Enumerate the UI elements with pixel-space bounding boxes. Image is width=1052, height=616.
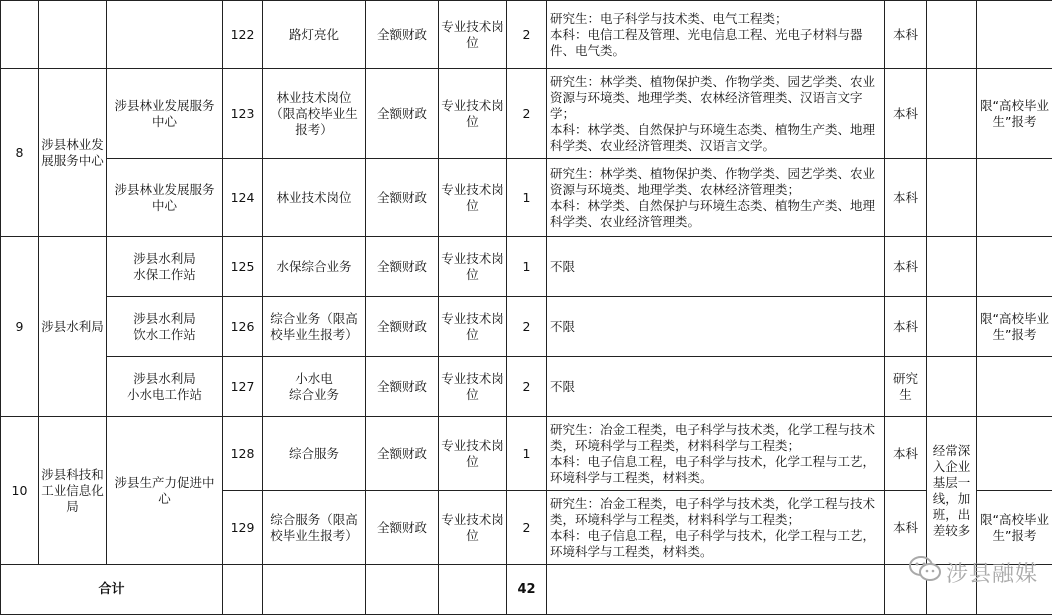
major-cell: 研究生：冶金工程类，电子科学与技术类，化学工程与技术类，环境科学与工程类，材料科学与工程类； 本科：电子信息工程，电子科学与技术，化学工程与工艺，环境科学与工程类，材料类。 xyxy=(547,491,885,565)
total-label: 合计 xyxy=(1,565,223,615)
num-cell: 1 xyxy=(507,417,547,491)
other-cell xyxy=(927,237,977,297)
other-cell xyxy=(927,357,977,417)
type-cell: 专业技术岗位 xyxy=(439,69,507,159)
post-cell: 综合服务 xyxy=(263,417,366,491)
note-cell: 限“高校毕业生”报考 xyxy=(977,491,1052,565)
code-cell: 129 xyxy=(223,491,263,565)
major-cell: 不限 xyxy=(547,297,885,357)
major-cell: 不限 xyxy=(547,357,885,417)
watermark-text: 涉县融媒 xyxy=(945,561,1038,587)
type-cell: 专业技术岗位 xyxy=(439,357,507,417)
type-cell: 专业技术岗位 xyxy=(439,417,507,491)
unit-cell: 涉县林业发展服务中心 xyxy=(39,69,107,237)
code-cell: 124 xyxy=(223,159,263,237)
note-cell xyxy=(977,237,1052,297)
sub-unit-cell: 涉县林业发展服务中心 xyxy=(107,159,223,237)
fund-cell: 全额财政 xyxy=(366,237,439,297)
table-row xyxy=(1,69,1052,159)
num-cell: 2 xyxy=(507,1,547,69)
empty-cell xyxy=(263,565,366,615)
fund-cell: 全额财政 xyxy=(366,159,439,237)
code-cell: 123 xyxy=(223,69,263,159)
note-cell xyxy=(977,1,1052,69)
total-row xyxy=(1,565,1052,615)
note-cell xyxy=(977,159,1052,237)
other-cell xyxy=(927,69,977,159)
edu-cell: 本科 xyxy=(885,159,927,237)
fund-cell: 全额财政 xyxy=(366,357,439,417)
code-cell: 122 xyxy=(223,1,263,69)
fund-cell: 全额财政 xyxy=(366,1,439,69)
edu-cell: 本科 xyxy=(885,1,927,69)
num-cell: 2 xyxy=(507,491,547,565)
code-cell: 126 xyxy=(223,297,263,357)
post-cell: 水保综合业务 xyxy=(263,237,366,297)
num-cell: 2 xyxy=(507,357,547,417)
code-cell: 127 xyxy=(223,357,263,417)
table-row xyxy=(1,297,1052,357)
table-row xyxy=(1,1,1052,69)
sub-unit-cell: 涉县林业发展服务中心 xyxy=(107,69,223,159)
empty-cell xyxy=(366,565,439,615)
other-cell xyxy=(927,297,977,357)
seq-cell: 10 xyxy=(1,417,39,565)
note-cell xyxy=(977,417,1052,491)
empty-cell xyxy=(927,565,977,615)
sub-unit-cell xyxy=(107,1,223,69)
num-cell: 1 xyxy=(507,237,547,297)
code-cell: 125 xyxy=(223,237,263,297)
seq-cell: 9 xyxy=(1,237,39,417)
empty-cell xyxy=(547,565,885,615)
fund-cell: 全额财政 xyxy=(366,491,439,565)
post-cell: 路灯亮化 xyxy=(263,1,366,69)
type-cell: 专业技术岗位 xyxy=(439,297,507,357)
sub-unit-cell: 涉县水利局 水保工作站 xyxy=(107,237,223,297)
sub-unit-cell: 涉县水利局 饮水工作站 xyxy=(107,297,223,357)
type-cell: 专业技术岗位 xyxy=(439,237,507,297)
edu-cell: 本科 xyxy=(885,417,927,491)
num-cell: 2 xyxy=(507,297,547,357)
other-cell: 经常深入企业基层一线，加班，出差较多 xyxy=(927,417,977,565)
table-row xyxy=(1,159,1052,237)
code-cell: 128 xyxy=(223,417,263,491)
fund-cell: 全额财政 xyxy=(366,297,439,357)
other-cell xyxy=(927,1,977,69)
edu-cell: 本科 xyxy=(885,491,927,565)
empty-cell xyxy=(977,565,1052,615)
note-cell: 限“高校毕业生”报考 xyxy=(977,297,1052,357)
total-num: 42 xyxy=(507,565,547,615)
empty-cell xyxy=(439,565,507,615)
note-cell xyxy=(977,357,1052,417)
empty-cell xyxy=(885,565,927,615)
num-cell: 1 xyxy=(507,159,547,237)
sub-unit-cell: 涉县生产力促进中心 xyxy=(107,417,223,565)
table-row xyxy=(1,237,1052,297)
type-cell: 专业技术岗位 xyxy=(439,491,507,565)
edu-cell: 本科 xyxy=(885,297,927,357)
major-cell: 研究生：林学类、植物保护类、作物学类、园艺学类、农业资源与环境类、地理学类、农林经济管理类、汉语言文字学； 本科：林学类、自然保护与环境生态类、植物生产类、地理科学类、农业经济管理类、汉语言文学。 xyxy=(547,69,885,159)
edu-cell: 本科 xyxy=(885,237,927,297)
unit-cell xyxy=(39,1,107,69)
sub-unit-cell: 涉县水利局 小水电工作站 xyxy=(107,357,223,417)
num-cell: 2 xyxy=(507,69,547,159)
post-cell: 综合服务（限高校毕业生报考） xyxy=(263,491,366,565)
seq-cell: 8 xyxy=(1,69,39,237)
table-row xyxy=(1,357,1052,417)
unit-cell: 涉县水利局 xyxy=(39,237,107,417)
post-cell: 林业技术岗位 xyxy=(263,159,366,237)
note-cell: 限“高校毕业生”报考 xyxy=(977,69,1052,159)
type-cell: 专业技术岗位 xyxy=(439,1,507,69)
empty-cell xyxy=(223,565,263,615)
fund-cell: 全额财政 xyxy=(366,417,439,491)
type-cell: 专业技术岗位 xyxy=(439,159,507,237)
major-cell: 研究生：冶金工程类，电子科学与技术类，化学工程与技术类，环境科学与工程类，材料科学与工程类； 本科：电子信息工程，电子科学与技术，化学工程与工艺，环境科学与工程类，材料类。 xyxy=(547,417,885,491)
table-row xyxy=(1,417,1052,491)
major-cell: 不限 xyxy=(547,237,885,297)
edu-cell: 本科 xyxy=(885,69,927,159)
major-cell: 研究生：电子科学与技术类、电气工程类； 本科：电信工程及管理、光电信息工程、光电子材料与器件、电气类。 xyxy=(547,1,885,69)
major-cell: 研究生：林学类、植物保护类、作物学类、园艺学类、农业资源与环境类、地理学类、农林经济管理类； 本科：林学类、自然保护与环境生态类、植物生产类、地理科学类、农业经济管理类。 xyxy=(547,159,885,237)
fund-cell: 全额财政 xyxy=(366,69,439,159)
unit-cell: 涉县科技和工业信息化局 xyxy=(39,417,107,565)
seq-cell xyxy=(1,1,39,69)
post-cell: 林业技术岗位（限高校毕业生报考） xyxy=(263,69,366,159)
edu-cell: 研究生 xyxy=(885,357,927,417)
other-cell xyxy=(927,159,977,237)
post-cell: 综合业务（限高校毕业生报考） xyxy=(263,297,366,357)
post-cell: 小水电 综合业务 xyxy=(263,357,366,417)
